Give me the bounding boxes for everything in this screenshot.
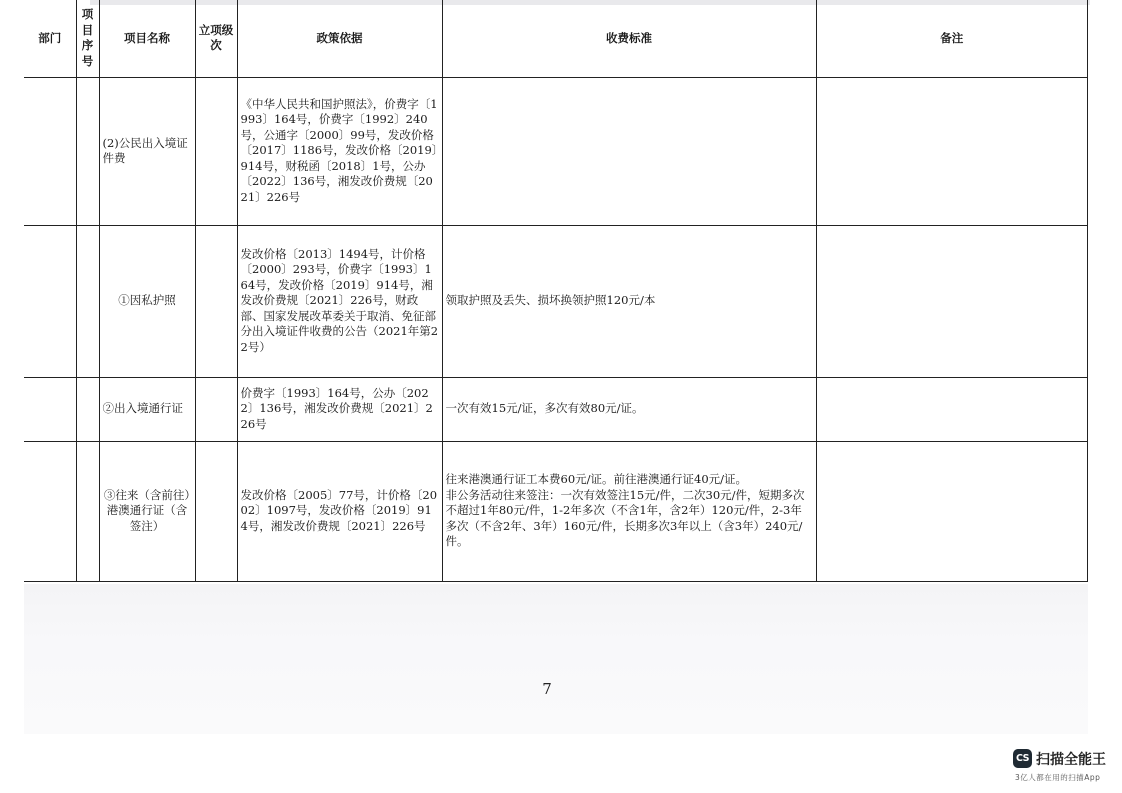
scan-shadow xyxy=(24,584,1088,734)
table-row xyxy=(24,441,1088,581)
table-row xyxy=(24,77,1088,225)
header-seq: 项目序号 xyxy=(76,0,99,77)
fee-cell xyxy=(442,77,816,225)
table-row xyxy=(24,225,1088,377)
scanner-watermark xyxy=(1013,749,1106,768)
page-number: 7 xyxy=(542,680,552,698)
fee-cell xyxy=(442,441,816,581)
table-row xyxy=(24,377,1088,441)
note-cell xyxy=(816,441,1088,581)
dept-cell xyxy=(24,441,76,581)
note-cell xyxy=(816,377,1088,441)
level-cell xyxy=(195,225,237,377)
policy-cell: 发改价格〔2013〕1494号，计价格〔2000〕293号，价费字〔1993〕164号，发改价格〔2019〕914号，湘发改价费规〔2021〕226号，财政部、国家发展改革委关于取消、免征部分出入境证件收费的公告（2021年第22号） xyxy=(237,225,442,377)
header-row xyxy=(24,0,1088,77)
watermark-name: 扫描全能王 xyxy=(1036,751,1106,768)
seq-cell xyxy=(76,225,99,377)
note-cell xyxy=(816,225,1088,377)
item-name-cell: ②出入境通行证 xyxy=(99,377,195,441)
header-name: 项目名称 xyxy=(99,0,195,77)
level-cell xyxy=(195,77,237,225)
seq-cell xyxy=(76,77,99,225)
item-name-cell: ③往来（含前往）港澳通行证（含签注） xyxy=(99,441,195,581)
dept-cell xyxy=(24,377,76,441)
header-dept: 部门 xyxy=(24,0,76,77)
fee-cell: 领取护照及丢失、损坏换领护照120元/本 xyxy=(442,225,816,377)
dept-cell xyxy=(24,77,76,225)
fee-line: 非公务活动往来签注：一次有效签注15元/件，二次30元/件，短期多次不超过1年80元/件，1-2年多次（不含1年，含2年）120元/件，2-3年多次（不含2年、3年）160元/件，长期多次3年以上（含3年）240元/件。 xyxy=(445,487,805,549)
fee-table xyxy=(24,0,1088,582)
seq-cell xyxy=(76,377,99,441)
watermark-tagline: 3亿人都在用的扫描App xyxy=(1015,773,1101,782)
policy-cell: 价费字〔1993〕164号，公办〔2022〕136号，湘发改价费规〔2021〕226号 xyxy=(237,377,442,441)
camscanner-logo-icon: CS xyxy=(1013,749,1032,768)
header-level: 立项级次 xyxy=(195,0,237,77)
note-cell xyxy=(816,77,1088,225)
header-fee: 收费标准 xyxy=(442,0,816,77)
header-policy: 政策依据 xyxy=(237,0,442,77)
seq-cell xyxy=(76,441,99,581)
dept-cell xyxy=(24,225,76,377)
level-cell xyxy=(195,377,237,441)
header-note: 备注 xyxy=(816,0,1088,77)
item-name-cell: ①因私护照 xyxy=(99,225,195,377)
level-cell xyxy=(195,441,237,581)
fee-cell: 一次有效15元/证，多次有效80元/证。 xyxy=(442,377,816,441)
item-name-cell: (2)公民出入境证件费 xyxy=(99,77,195,225)
policy-cell: 发改价格〔2005〕77号，计价格〔2002〕1097号，发改价格〔2019〕914号，湘发改价费规〔2021〕226号 xyxy=(237,441,442,581)
policy-cell: 《中华人民共和国护照法》，价费字〔1993〕164号，价费字〔1992〕240号，公通字〔2000〕99号，发改价格〔2017〕1186号，发改价格〔2019〕914号，财税函〔2018〕1号，公办〔2022〕136号，湘发改价费规〔2021〕226号 xyxy=(237,77,442,225)
fee-line: 往来港澳通行证工本费60元/证。前往港澳通行证40元/证。 xyxy=(445,472,748,487)
